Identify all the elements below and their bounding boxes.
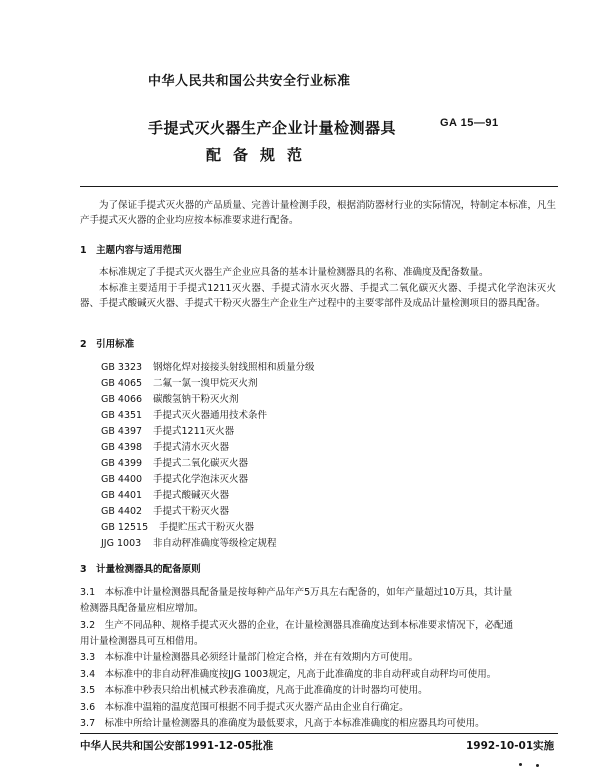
intro-paragraph: 为了保证手提式灭火器的产品质量、完善计量检测手段，根据消防器材行业的实际情况，特制定本标准，凡生产手提式灭火器的企业均应按本标准要求进行配备。	[80, 200, 556, 226]
reference-item: GB 4400 手提式化学泡沫灭火器	[101, 474, 249, 485]
header-divider	[80, 186, 558, 187]
clause-3-7: 3.7 标准中所给计量检测器具的准确度为最低要求，凡高于本标准准确度的相应器具均可使用。	[80, 718, 485, 729]
standard-code: GA 15—91	[440, 117, 499, 129]
section1-paragraph1: 本标准规定了手提式灭火器生产企业应具备的基本计量检测器具的名称、准确度及配备数量。	[99, 267, 489, 278]
reference-item: GB 4066 碳酸氢钠干粉灭火剂	[101, 394, 239, 405]
scan-speck	[519, 763, 522, 766]
reference-item: GB 4351 手提式灭火器通用技术条件	[101, 410, 268, 421]
reference-item: JJG 1003 非自动秤准确度等级检定规程	[101, 538, 277, 549]
document-title-line2: 配备规范	[206, 146, 315, 164]
clause-3-6: 3.6 本标准中温箱的温度范围可根据不同手提式灭火器产品由企业自行确定。	[80, 702, 409, 713]
clause-3-3: 3.3 本标准中计量检测器具必须经计量部门检定合格，并在有效期内方可使用。	[80, 652, 419, 663]
reference-item: GB 4401 手提式酸碱灭火器	[101, 490, 230, 501]
document-title-line1: 手提式灭火器生产企业计量检测器具	[148, 119, 397, 137]
footer-divider	[80, 733, 558, 734]
clause-3-1-cont: 检测器具配备量应相应增加。	[80, 603, 204, 614]
reference-item: GB 4065 二氟一氯一溴甲烷灭火剂	[101, 378, 258, 389]
section3-heading: 3 计量检测器具的配备原则	[80, 564, 201, 575]
implementation-date: 1992-10-01实施	[466, 740, 555, 752]
clause-3-2-cont: 用计量检测器具可互相借用。	[80, 636, 204, 647]
reference-item: GB 4397 手提式1211灭火器	[101, 426, 235, 437]
reference-item: GB 3323 钢熔化焊对接接头射线照相和质量分级	[101, 362, 315, 373]
standard-type: 中华人民共和国公共安全行业标准	[148, 74, 351, 89]
clause-3-5: 3.5 本标准中秒表只给出机械式秒表准确度，凡高于此准确度的计时器均可使用。	[80, 685, 428, 696]
reference-item: GB 4402 手提式干粉灭火器	[101, 506, 230, 517]
section1-paragraph2: 本标准主要适用于手提式1211灭火器、手提式清水灭火器、手提式二氧化碳灭火器、手提式化学泡沫灭火器、手提式酸碱灭火器、手提式干粉灭火器生产企业生产过程中的主要零部件及成品计量检测项目的器具配备。	[80, 283, 556, 309]
clause-3-4: 3.4 本标准中的非自动秤准确度按JJG 1003规定，凡高于此准确度的非自动秤或自动秤均可使用。	[80, 669, 497, 680]
scan-speck	[536, 764, 539, 767]
approval-line: 中华人民共和国公安部1991-12-05批准	[80, 740, 274, 752]
reference-item: GB 4398 手提式清水灭火器	[101, 442, 230, 453]
reference-item: GB 4399 手提式二氧化碳灭火器	[101, 458, 249, 469]
section1-heading: 1 主题内容与适用范围	[80, 245, 182, 256]
section2-heading: 2 引用标准	[80, 339, 135, 350]
reference-item: GB 12515 手提贮压式干粉灭火器	[101, 522, 255, 533]
clause-3-2: 3.2 生产不同品种、规格手提式灭火器的企业，在计量检测器具准确度达到本标准要求情况下，必配通	[80, 620, 514, 631]
clause-3-1: 3.1 本标准中计量检测器具配备量是按每种产品年产5万具左右配备的，如年产量超过10万具，其计量	[80, 587, 513, 598]
